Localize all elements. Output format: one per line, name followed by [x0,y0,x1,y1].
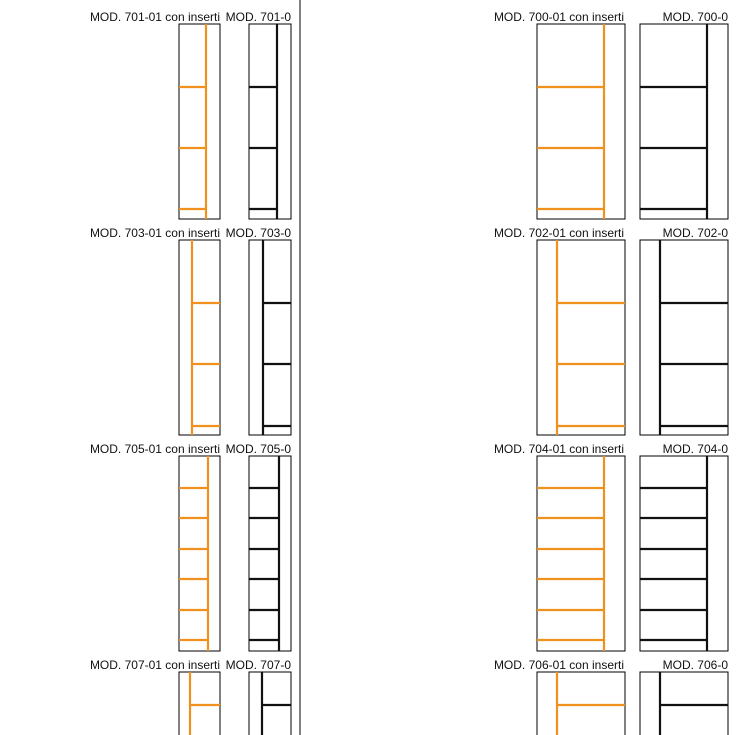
label-706-01: MOD. 706-01 con inserti [493,658,624,672]
label-705-01: MOD. 705-01 con inserti [89,442,220,456]
label-707-0: MOD. 707-0 [225,658,291,672]
label-707-01: MOD. 707-01 con inserti [89,658,220,672]
panel-701-0-frame [249,24,291,219]
row-3-labels [90,442,728,456]
label-704-0: MOD. 704-0 [662,442,728,456]
panel-705-01-frame [179,456,220,651]
row-4-labels [90,658,728,672]
label-701-0: MOD. 701-0 [225,10,291,24]
label-704-01: MOD. 704-01 con inserti [493,442,624,456]
label-706-0: MOD. 706-0 [662,658,728,672]
panel-702-01-frame [537,240,625,435]
panel-701-01-frame [179,24,220,219]
label-703-0: MOD. 703-0 [225,226,291,240]
door-panels [179,24,728,735]
panel-706-01-frame [537,672,625,735]
label-700-0: MOD. 700-0 [662,10,728,24]
panel-706-0-frame [640,672,728,735]
label-702-01: MOD. 702-01 con inserti [493,226,624,240]
panel-704-01-frame [537,456,625,651]
panel-703-0-frame [249,240,291,435]
panel-700-01-frame [537,24,625,219]
label-700-01: MOD. 700-01 con inserti [493,10,624,24]
label-703-01: MOD. 703-01 con inserti [89,226,220,240]
panel-705-0-frame [249,456,291,651]
panel-703-01-frame [179,240,220,435]
label-702-0: MOD. 702-0 [662,226,728,240]
label-705-0: MOD. 705-0 [225,442,291,456]
panel-702-0-frame [640,240,728,435]
row-2-labels [90,226,728,240]
panel-707-0-frame [249,672,291,735]
row-1-labels [90,10,728,24]
panel-700-0-frame [640,24,728,219]
panel-707-01-frame [179,672,220,735]
label-701-01: MOD. 701-01 con inserti [89,10,220,24]
panel-704-0-frame [640,456,728,651]
